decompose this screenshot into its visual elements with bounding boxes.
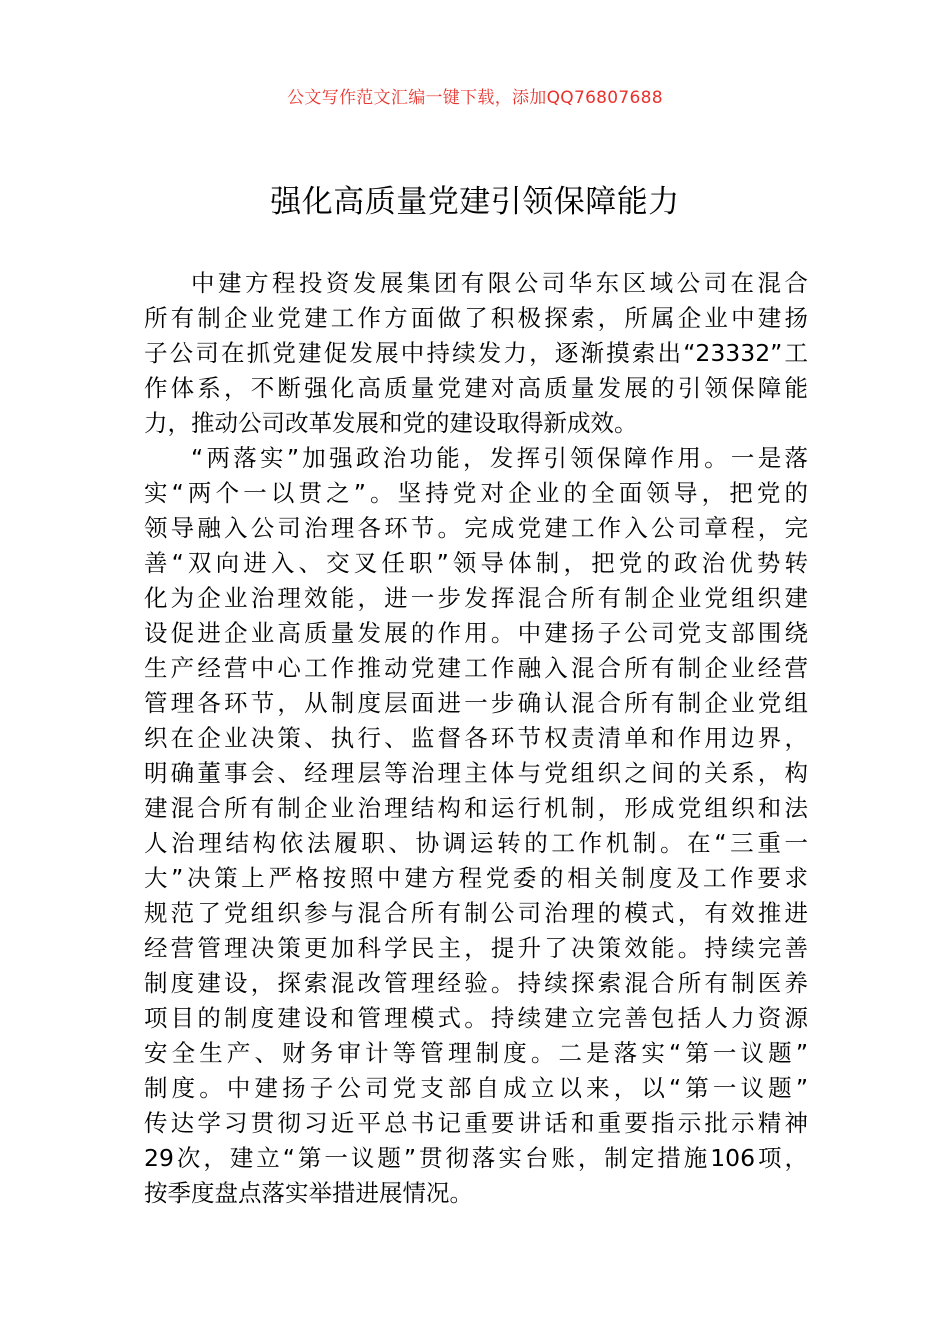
paragraph-2 [144,441,808,1211]
paragraph-line: 实“两个一以贯之”。坚持党对企业的全面领导，把党的 [144,479,808,507]
paragraph-line: 化为企业治理效能，进一步发挥混合所有制企业党组织建 [144,584,808,612]
paragraph-line: 所有制企业党建工作方面做了积极探索，所属企业中建扬 [144,304,808,332]
paragraph-line: 善“双向进入、交叉任职”领导体制，把党的政治优势转 [144,549,808,577]
paragraph-line: 29次，建立“第一议题”贯彻落实台账，制定措施106项， [144,1144,808,1172]
paragraph-line: 子公司在抓党建促发展中持续发力，逐渐摸索出“23332”工 [144,339,808,367]
paragraph-line: 传达学习贯彻习近平总书记重要讲话和重要指示批示精神 [144,1109,808,1137]
header-download-note: 公文写作范文汇编一键下载，添加QQ76807688 [287,88,663,108]
paragraph-line: 按季度盘点落实举措进展情况。 [144,1179,473,1207]
paragraph-line: 中建方程投资发展集团有限公司华东区域公司在混合 [191,269,808,297]
paragraph-line: 安全生产、财务审计等管理制度。二是落实“第一议题” [144,1039,808,1067]
paragraph-line: 建混合所有制企业治理结构和运行机制，形成党组织和法 [144,794,808,822]
paragraph-line: “两落实”加强政治功能，发挥引领保障作用。一是落 [191,444,808,472]
paragraph-line: 大”决策上严格按照中建方程党委的相关制度及工作要求 [144,864,808,892]
document-title: 强化高质量党建引领保障能力 [270,184,680,220]
paragraph-line: 领导融入公司治理各环节。完成党建工作入公司章程，完 [144,514,808,542]
paragraph-line: 制度。中建扬子公司党支部自成立以来，以“第一议题” [144,1074,808,1102]
paragraph-line: 明确董事会、经理层等治理主体与党组织之间的关系，构 [144,759,808,787]
paragraph-line: 规范了党组织参与混合所有制公司治理的模式，有效推进 [144,899,808,927]
paragraph-line: 织在企业决策、执行、监督各环节权责清单和作用边界， [144,724,808,752]
paragraph-line: 人治理结构依法履职、协调运转的工作机制。在“三重一 [144,829,808,857]
paragraph-line: 经营管理决策更加科学民主，提升了决策效能。持续完善 [144,934,808,962]
paragraph-line: 制度建设，探索混改管理经验。持续探索混合所有制医养 [144,969,808,997]
paragraph-line: 项目的制度建设和管理模式。持续建立完善包括人力资源 [144,1004,808,1032]
paragraph-line: 生产经营中心工作推动党建工作融入混合所有制企业经营 [144,654,808,682]
paragraph-line: 力，推动公司改革发展和党的建设取得新成效。 [144,409,638,437]
document-body [144,266,808,1211]
paragraph-line: 设促进企业高质量发展的作用。中建扬子公司党支部围绕 [144,619,808,647]
paragraph-1 [144,266,808,441]
paragraph-line: 作体系，不断强化高质量党建对高质量发展的引领保障能 [144,374,808,402]
paragraph-line: 管理各环节，从制度层面进一步确认混合所有制企业党组 [144,689,808,717]
